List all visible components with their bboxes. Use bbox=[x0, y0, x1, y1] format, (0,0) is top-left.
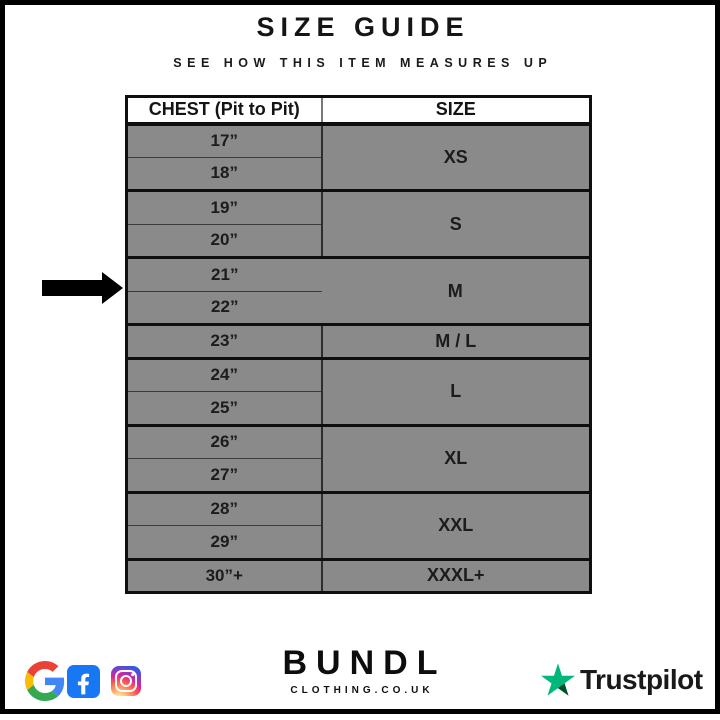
chest-cell: 18” bbox=[127, 157, 322, 191]
chest-cell: 17” bbox=[127, 124, 322, 158]
chest-cell: 23” bbox=[127, 325, 322, 359]
size-table bbox=[125, 95, 592, 594]
trustpilot-star-icon bbox=[541, 663, 575, 696]
table-row bbox=[127, 425, 591, 459]
size-cell: M bbox=[322, 258, 591, 325]
chest-cell: 27” bbox=[127, 459, 322, 493]
table-row bbox=[127, 258, 591, 292]
table-row bbox=[127, 358, 591, 392]
chest-cell: 25” bbox=[127, 392, 322, 426]
chest-cell: 30”+ bbox=[127, 559, 322, 593]
table-row bbox=[127, 124, 591, 158]
table-row bbox=[127, 191, 591, 225]
size-cell: XL bbox=[322, 425, 591, 492]
table-row bbox=[127, 325, 591, 359]
size-cell: M / L bbox=[322, 325, 591, 359]
trustpilot-logo bbox=[541, 663, 703, 696]
page-title: SIZE GUIDE bbox=[256, 12, 470, 42]
chest-cell: 26” bbox=[127, 425, 322, 459]
chest-cell: 20” bbox=[127, 224, 322, 258]
trustpilot-label: Trustpilot bbox=[580, 663, 703, 695]
size-cell: XXL bbox=[322, 492, 591, 559]
highlight-arrow-icon bbox=[42, 272, 124, 305]
brand-name: BUNDL bbox=[282, 644, 447, 682]
chest-cell: 22” bbox=[127, 291, 322, 325]
size-cell: XXXL+ bbox=[322, 559, 591, 593]
chest-cell: 24” bbox=[127, 358, 322, 392]
chest-cell: 21” bbox=[127, 258, 322, 292]
size-cell: L bbox=[322, 358, 591, 425]
page-subtitle: SEE HOW THIS ITEM MEASURES UP bbox=[173, 56, 553, 70]
table-row bbox=[127, 492, 591, 526]
chest-cell: 19” bbox=[127, 191, 322, 225]
size-cell: XS bbox=[322, 124, 591, 191]
size-cell: S bbox=[322, 191, 591, 258]
chest-cell: 28” bbox=[127, 492, 322, 526]
size-column-header: SIZE bbox=[322, 97, 591, 124]
chest-cell: 29” bbox=[127, 526, 322, 560]
table-header-row bbox=[127, 97, 591, 124]
brand-domain: CLOTHING.CO.UK bbox=[290, 685, 434, 696]
chest-column-header: CHEST (Pit to Pit) bbox=[127, 97, 322, 124]
table-row bbox=[127, 559, 591, 593]
